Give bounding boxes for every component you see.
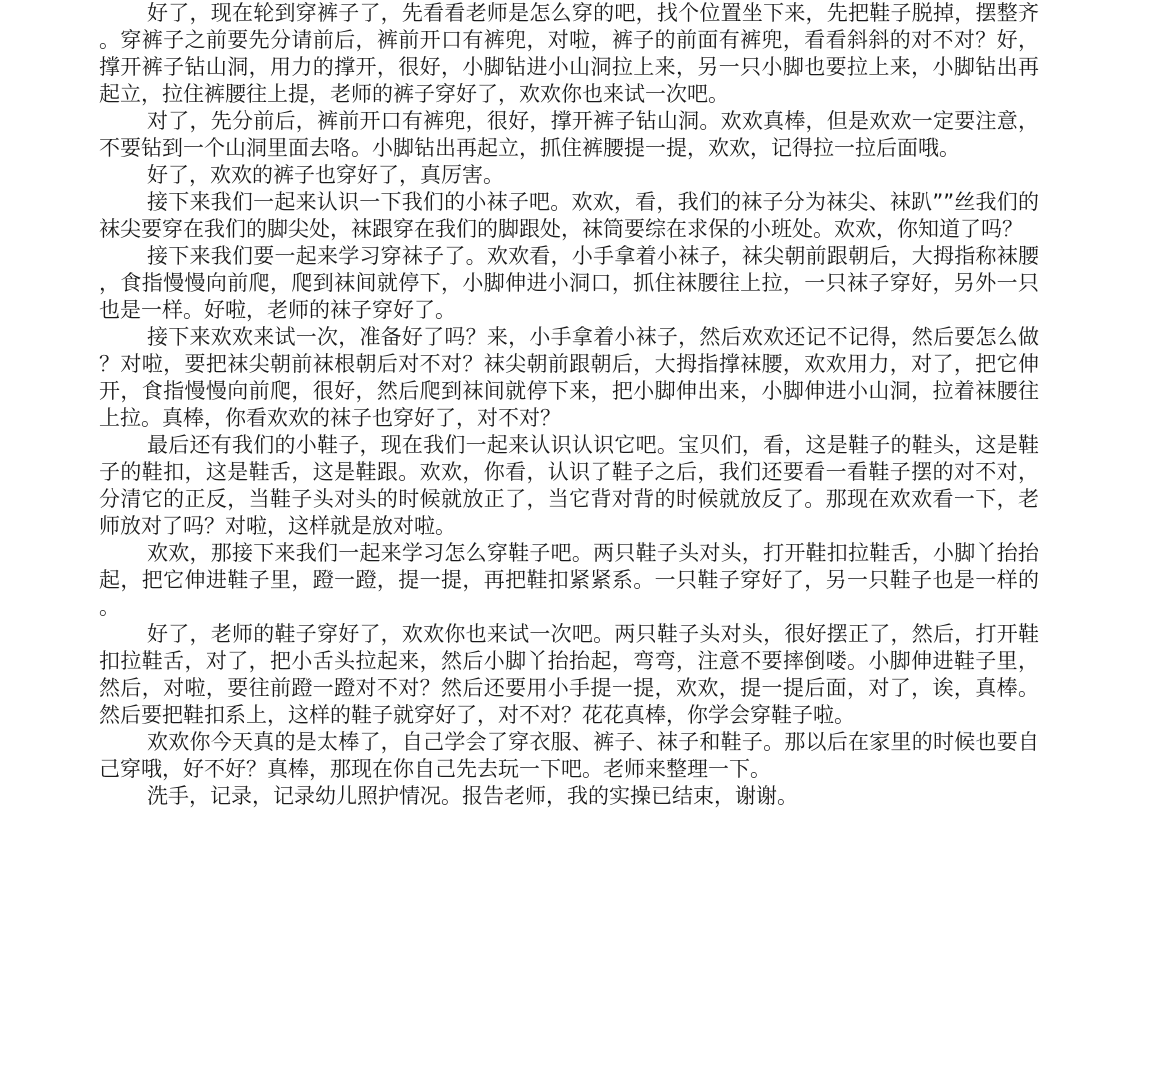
- paragraph-shoes-demo: 欢欢，那接下来我们一起来学习怎么穿鞋子吧。两只鞋子头对头，打开鞋扣拉鞋舌，小脚丫抬抬起，把它伸进鞋子里，蹬一蹬，提一提，再把鞋扣紧紧系。一只鞋子穿好了，另一只鞋子也是一样的。: [99, 541, 1039, 619]
- paragraph-socks-demo: 接下来我们要一起来学习穿袜子了。欢欢看，小手拿着小袜子，袜尖朝前跟朝后，大拇指称袜腰，食指慢慢向前爬，爬到袜间就停下，小脚伸进小洞口，抓住袜腰往上拉，一只袜子穿好，另外一只也是一样。好啦，老师的袜子穿好了。: [99, 244, 1039, 322]
- paragraph-socks-intro: 接下来我们一起来认识一下我们的小袜子吧。欢欢，看，我们的袜子分为袜尖、袜趴””丝我们的袜尖要穿在我们的脚尖处，袜跟穿在我们的脚跟处，袜筒要综在求保的小班处。欢欢，你知道了吗？: [99, 190, 1039, 241]
- paragraph-pants-demo: 好了，现在轮到穿裤子了，先看看老师是怎么穿的吧，找个位置坐下来，先把鞋子脱掉，摆整齐。穿裤子之前要先分请前后，裤前开口有裤兜，对啦，裤子的前面有裤兜，看看斜斜的对不对？好，撑开裤子钻山洞，用力的撑开，很好，小脚钻进小山洞拉上来，另一只小脚也要拉上来，小脚钻出再起立，拉住裤腰往上提，老师的裤子穿好了，欢欢你也来试一次吧。: [99, 1, 1039, 106]
- paragraph-shoes-child-try: 好了，老师的鞋子穿好了，欢欢你也来试一次吧。两只鞋子头对头，很好摆正了，然后，打开鞋扣拉鞋舌，对了，把小舌头拉起来，然后小脚丫抬抬起，弯弯，注意不要摔倒喽。小脚伸进鞋子里，然后，对啦，要往前蹬一蹬对不对？然后还要用小手提一提，欢欢，提一提后面，对了，诶，真棒。然后要把鞋扣系上，这样的鞋子就穿好了，对不对？花花真棒，你学会穿鞋子啦。: [99, 622, 1039, 727]
- paragraph-closing: 洗手，记录，记录幼儿照护情况。报告老师，我的实操已结束，谢谢。: [147, 784, 798, 808]
- paragraph-pants-child-try: 对了，先分前后，裤前开口有裤兜，很好，撑开裤子钻山洞。欢欢真棒，但是欢欢一定要注意，不要钻到一个山洞里面去咯。小脚钻出再起立，抓住裤腰提一提，欢欢，记得拉一拉后面哦。: [99, 109, 1039, 160]
- paragraph-pants-done: 好了，欢欢的裤子也穿好了，真厉害。: [147, 163, 504, 187]
- document-body: [99, 0, 1039, 810]
- paragraph-summary: 欢欢你今天真的是太棒了，自己学会了穿衣服、裤子、袜子和鞋子。那以后在家里的时候也要自己穿哦，好不好？真棒，那现在你自己先去玩一下吧。老师来整理一下。: [99, 730, 1039, 781]
- paragraph-shoes-intro: 最后还有我们的小鞋子，现在我们一起来认识认识它吧。宝贝们，看，这是鞋子的鞋头，这是鞋子的鞋扣，这是鞋舌，这是鞋跟。欢欢，你看，认识了鞋子之后，我们还要看一看鞋子摆的对不对，分清它的正反，当鞋子头对头的时候就放正了，当它背对背的时候就放反了。那现在欢欢看一下，老师放对了吗？对啦，这样就是放对啦。: [99, 433, 1039, 538]
- paragraph-socks-child-try: 接下来欢欢来试一次，准备好了吗？来，小手拿着小袜子，然后欢欢还记不记得，然后要怎么做？对啦，要把袜尖朝前袜根朝后对不对？袜尖朝前跟朝后，大拇指撑袜腰，欢欢用力，对了，把它伸开，食指慢慢向前爬，很好，然后爬到袜间就停下来，把小脚伸出来，小脚伸进小山洞，拉着袜腰往上拉。真棒，你看欢欢的袜子也穿好了，对不对？: [99, 325, 1039, 430]
